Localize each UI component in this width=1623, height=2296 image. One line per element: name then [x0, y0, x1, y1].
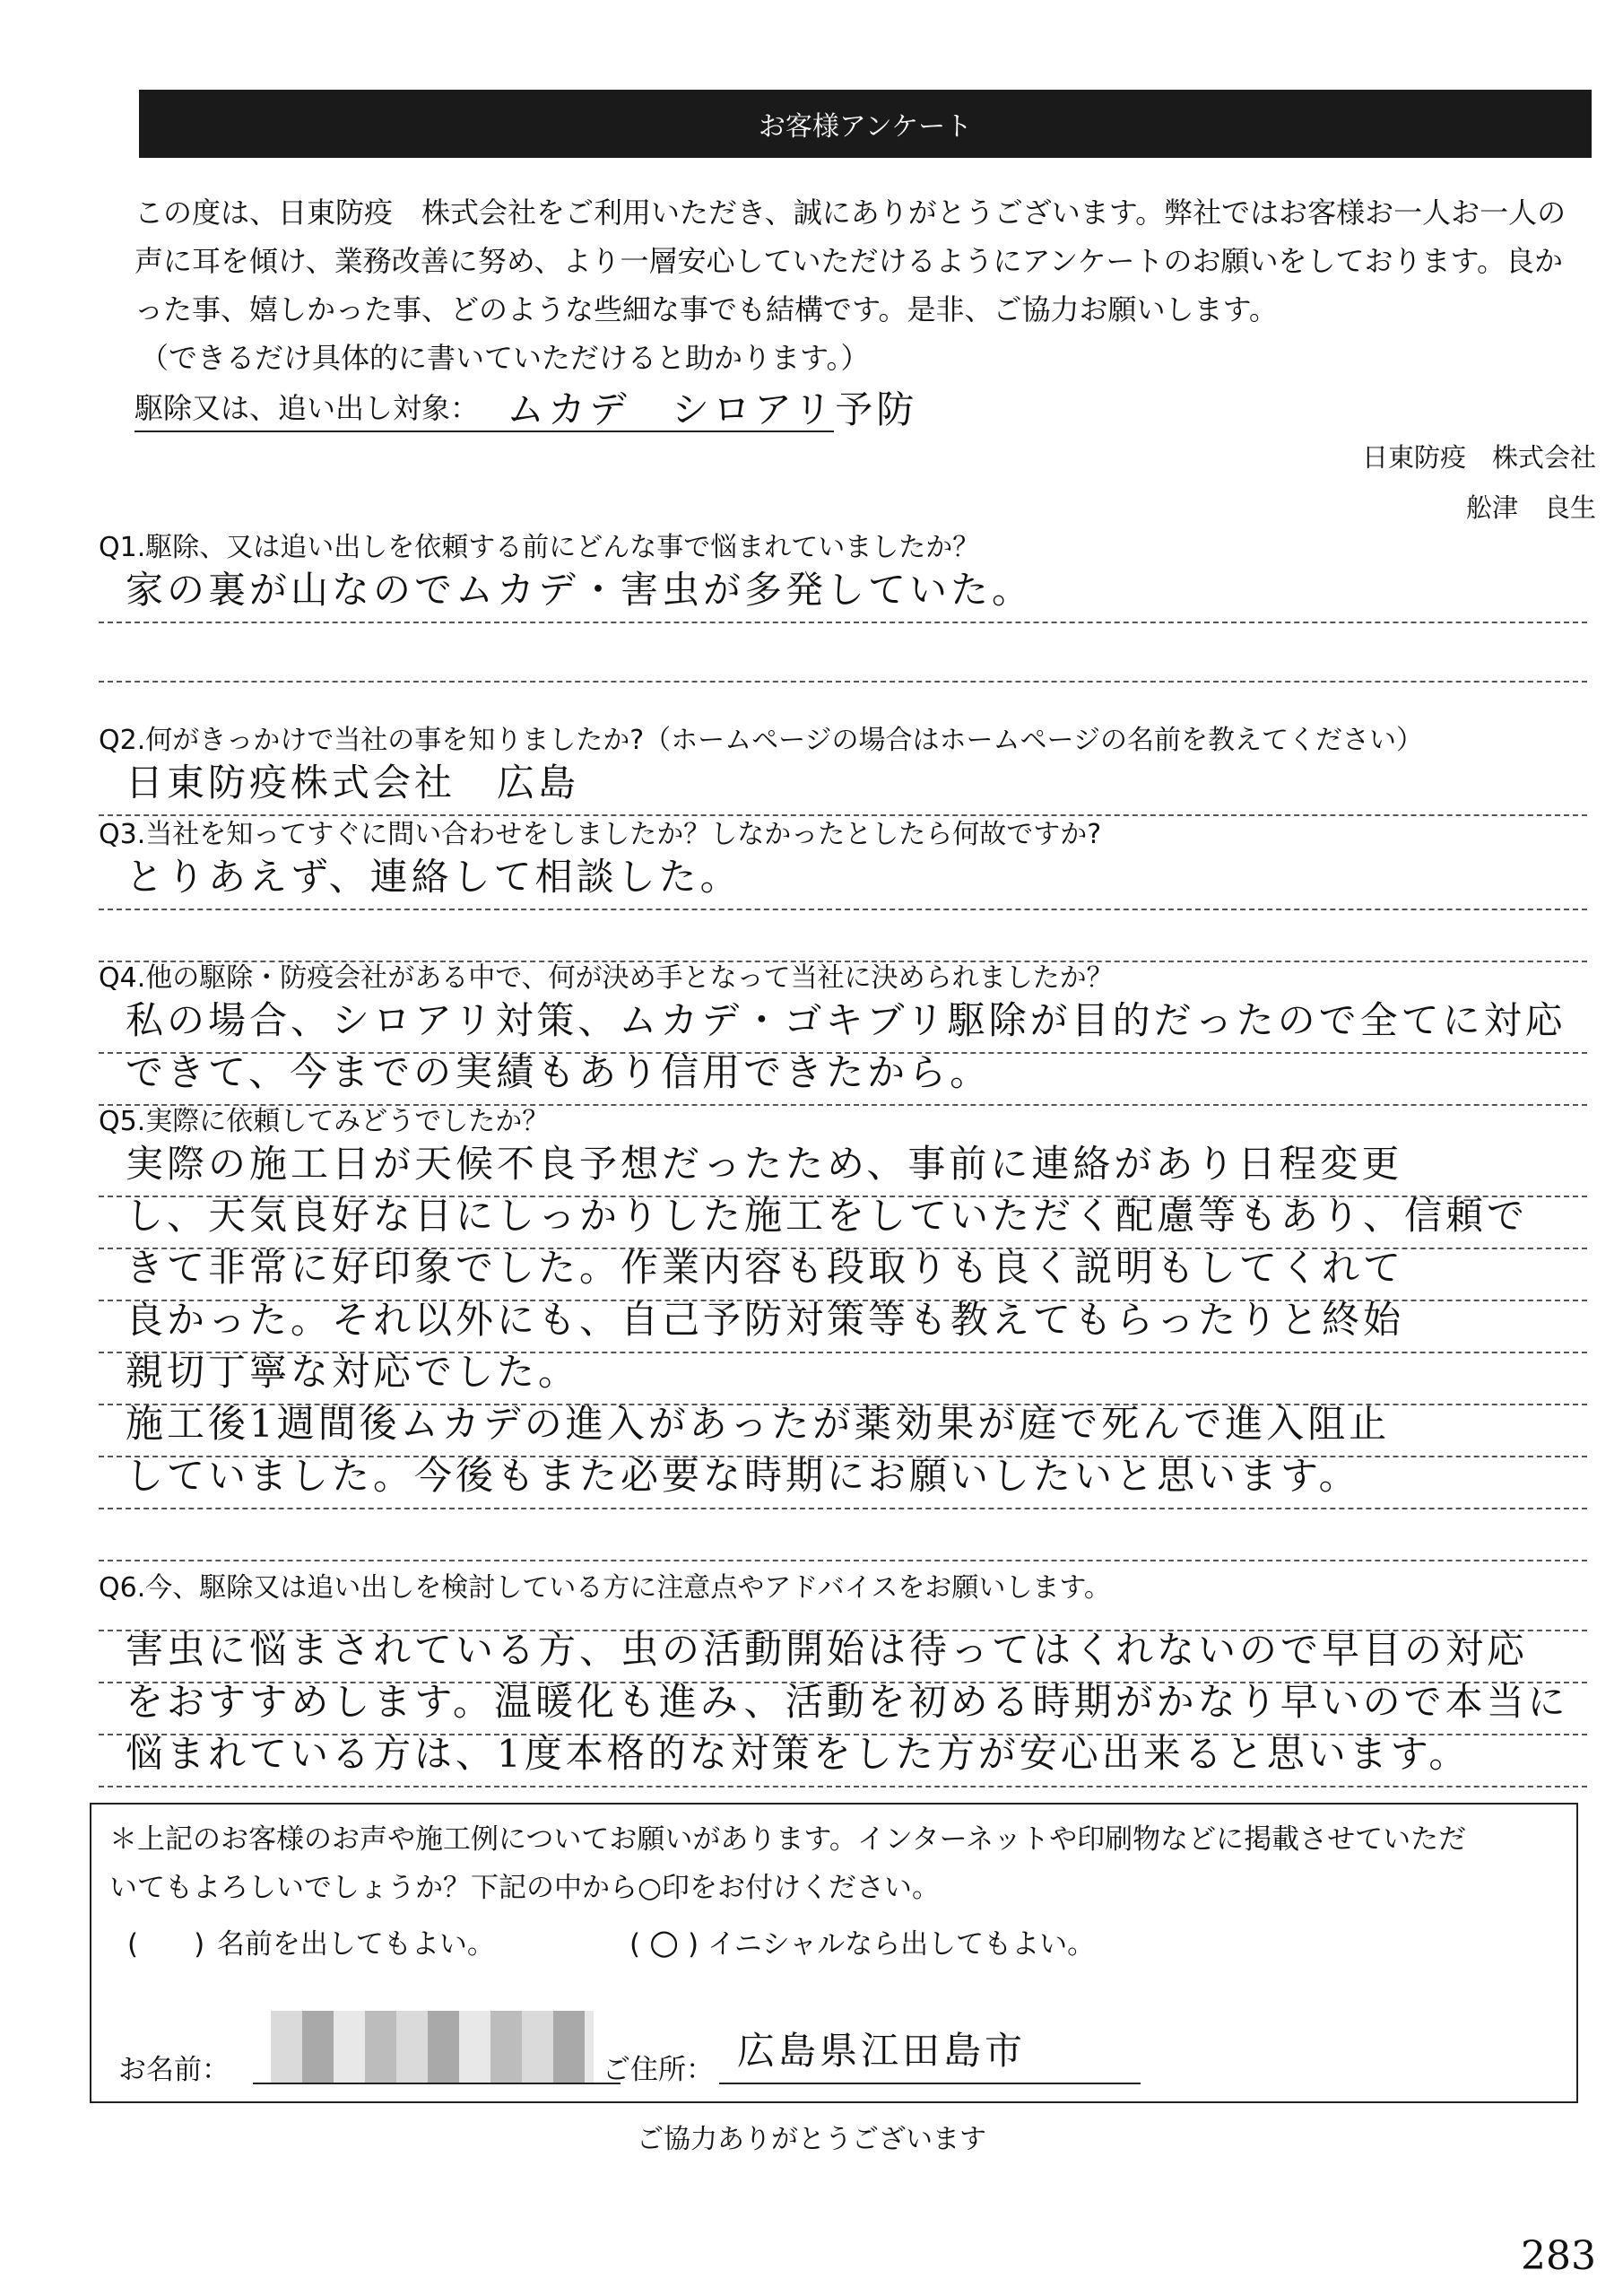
consent-line: ＊上記のお客様のお声や施工例についてお願いがあります。インターネットや印刷物などに掲載させていただ	[109, 1823, 1467, 1856]
answer-text: 害虫に悩まされている方、虫の活動開始は待ってはくれないので早目の対応	[126, 1628, 1529, 1672]
survey-title: お客様アンケート	[139, 90, 1592, 158]
question-label: Q1.駆除、又は追い出しを依頼する前にどんな事で悩まれていましたか？	[99, 532, 980, 563]
option-name-checkbox[interactable]: ( )	[127, 1928, 205, 1961]
answer-line	[99, 623, 1587, 683]
consent-box	[90, 1803, 1578, 2103]
company-person: 舩津 良生	[1465, 492, 1596, 523]
answer-text: 親切丁寧な対応でした。	[126, 1350, 580, 1394]
answer-line	[99, 1732, 1587, 1787]
page-number: 283	[1521, 2233, 1596, 2279]
question-label: Q6.今、駆除又は追い出しを検討している方に注意点やアドバイスをお願いします。	[99, 1572, 1111, 1604]
answer-text: とりあえず、連絡して相談した。	[126, 855, 742, 899]
question-4	[99, 955, 1587, 1106]
answer-text: 施工後1週間後ムカデの進入があったが薬効果が庭で死んで進入阻止	[126, 1402, 1391, 1446]
intro-line: 声に耳を傾け、業務改善に努め、より一層安心していただけるようにアンケートのお願いをしております。良か	[135, 244, 1563, 278]
question-label: Q2.何がきっかけで当社の事を知りましたか?（ホームページの場合はホームページの名前を教えてください）	[99, 725, 1423, 756]
answer-line	[99, 564, 1587, 623]
intro-line: （できるだけ具体的に書いていただけると助かります。）	[140, 341, 870, 375]
question-5	[99, 1099, 1587, 1561]
answer-text: 良かった。それ以外にも、自己予防対策等も教えてもらったりと終始	[126, 1298, 1405, 1342]
thanks-text: ご協力ありがとうございます	[637, 2124, 986, 2155]
address-label: ご住所：	[603, 2054, 714, 2086]
intro-line: この度は、日東防疫 株式会社をご利用いただき、誠にありがとうございます。弊社ではお客様お一人お一人の	[135, 196, 1567, 230]
answer-text: きて非常に好印象でした。作業内容も段取りも良く説明もしてくれて	[126, 1246, 1405, 1290]
intro-line: った事、嬉しかった事、どのような些細な事でも結構です。是非、ご協力お願いします。	[135, 292, 1278, 326]
option-initial[interactable]	[629, 1921, 1095, 1961]
answer-text: し、天気良好な日にしっかりした施工をしていただく配慮等もあり、信頼で	[126, 1194, 1529, 1238]
company-name: 日東防疫 株式会社	[1361, 442, 1596, 473]
name-address-row	[109, 2011, 1562, 2092]
question-label: Q3.当社を知ってすぐに問い合わせをしましたか？しなかったとしたら何故ですか?	[99, 819, 1102, 850]
question-2	[99, 718, 1587, 816]
answer-text: 私の場合、シロアリ対策、ムカデ・ゴキブリ駆除が目的だったので全てに対応	[126, 998, 1567, 1042]
address-underline	[719, 2083, 1141, 2084]
consent-text	[109, 1815, 1562, 1912]
option-initial-label: イニシャルなら出してもよい。	[707, 1928, 1096, 1961]
target-row	[135, 386, 918, 432]
company-block	[1362, 432, 1596, 533]
answer-line	[99, 851, 1587, 910]
answer-line	[99, 1509, 1587, 1561]
option-initial-checkbox[interactable]: ( ○ )	[629, 1922, 699, 1961]
answer-text: できて、今までの実績もあり信用できたから。	[126, 1050, 992, 1094]
question-3	[99, 812, 1587, 962]
intro-text	[135, 188, 1596, 382]
question-label: Q4.他の駆除・防疫会社がある中で、何が決め手となって当社に決められましたか？	[99, 962, 1114, 994]
answer-text: 日東防疫株式会社 広島	[126, 761, 580, 804]
question-1	[99, 525, 1587, 683]
answer-line	[99, 757, 1587, 816]
answer-line	[99, 1454, 1587, 1509]
answer-text: 実際の施工日が天候不良予想だったため、事前に連絡があり日程変更	[126, 1142, 1403, 1186]
option-name[interactable]	[127, 1921, 495, 1961]
address-value: 広島県江田島市	[737, 2029, 1027, 2073]
option-initial-mark: ○	[648, 1922, 680, 1961]
target-value: ムカデ シロアリ予防	[507, 387, 918, 431]
redacted-name	[271, 2011, 594, 2083]
answer-text: していました。今後もまた必要な時期にお願いしたいと思います。	[126, 1454, 1360, 1498]
name-label: お名前：	[118, 2054, 230, 2086]
option-name-label: 名前を出してもよい。	[216, 1928, 495, 1961]
consent-line: いてもよろしいでしょうか？下記の中から○印をお付けください。	[109, 1872, 941, 1904]
answer-text: 家の裏が山なのでムカデ・害虫が多発していた。	[126, 568, 1034, 612]
answer-text: をおすすめします。温暖化も進み、活動を初める時期がかなり早いので本当に	[126, 1680, 1569, 1724]
name-underline	[253, 2083, 621, 2084]
target-label: 駆除又は、追い出し対象：	[135, 391, 480, 425]
question-6	[99, 1565, 1587, 1787]
answer-text: 悩まれている方は、1度本格的な対策をした方が安心出来ると思います。	[126, 1732, 1471, 1776]
question-label: Q5.実際に依頼してみどうでしたか？	[99, 1106, 550, 1137]
